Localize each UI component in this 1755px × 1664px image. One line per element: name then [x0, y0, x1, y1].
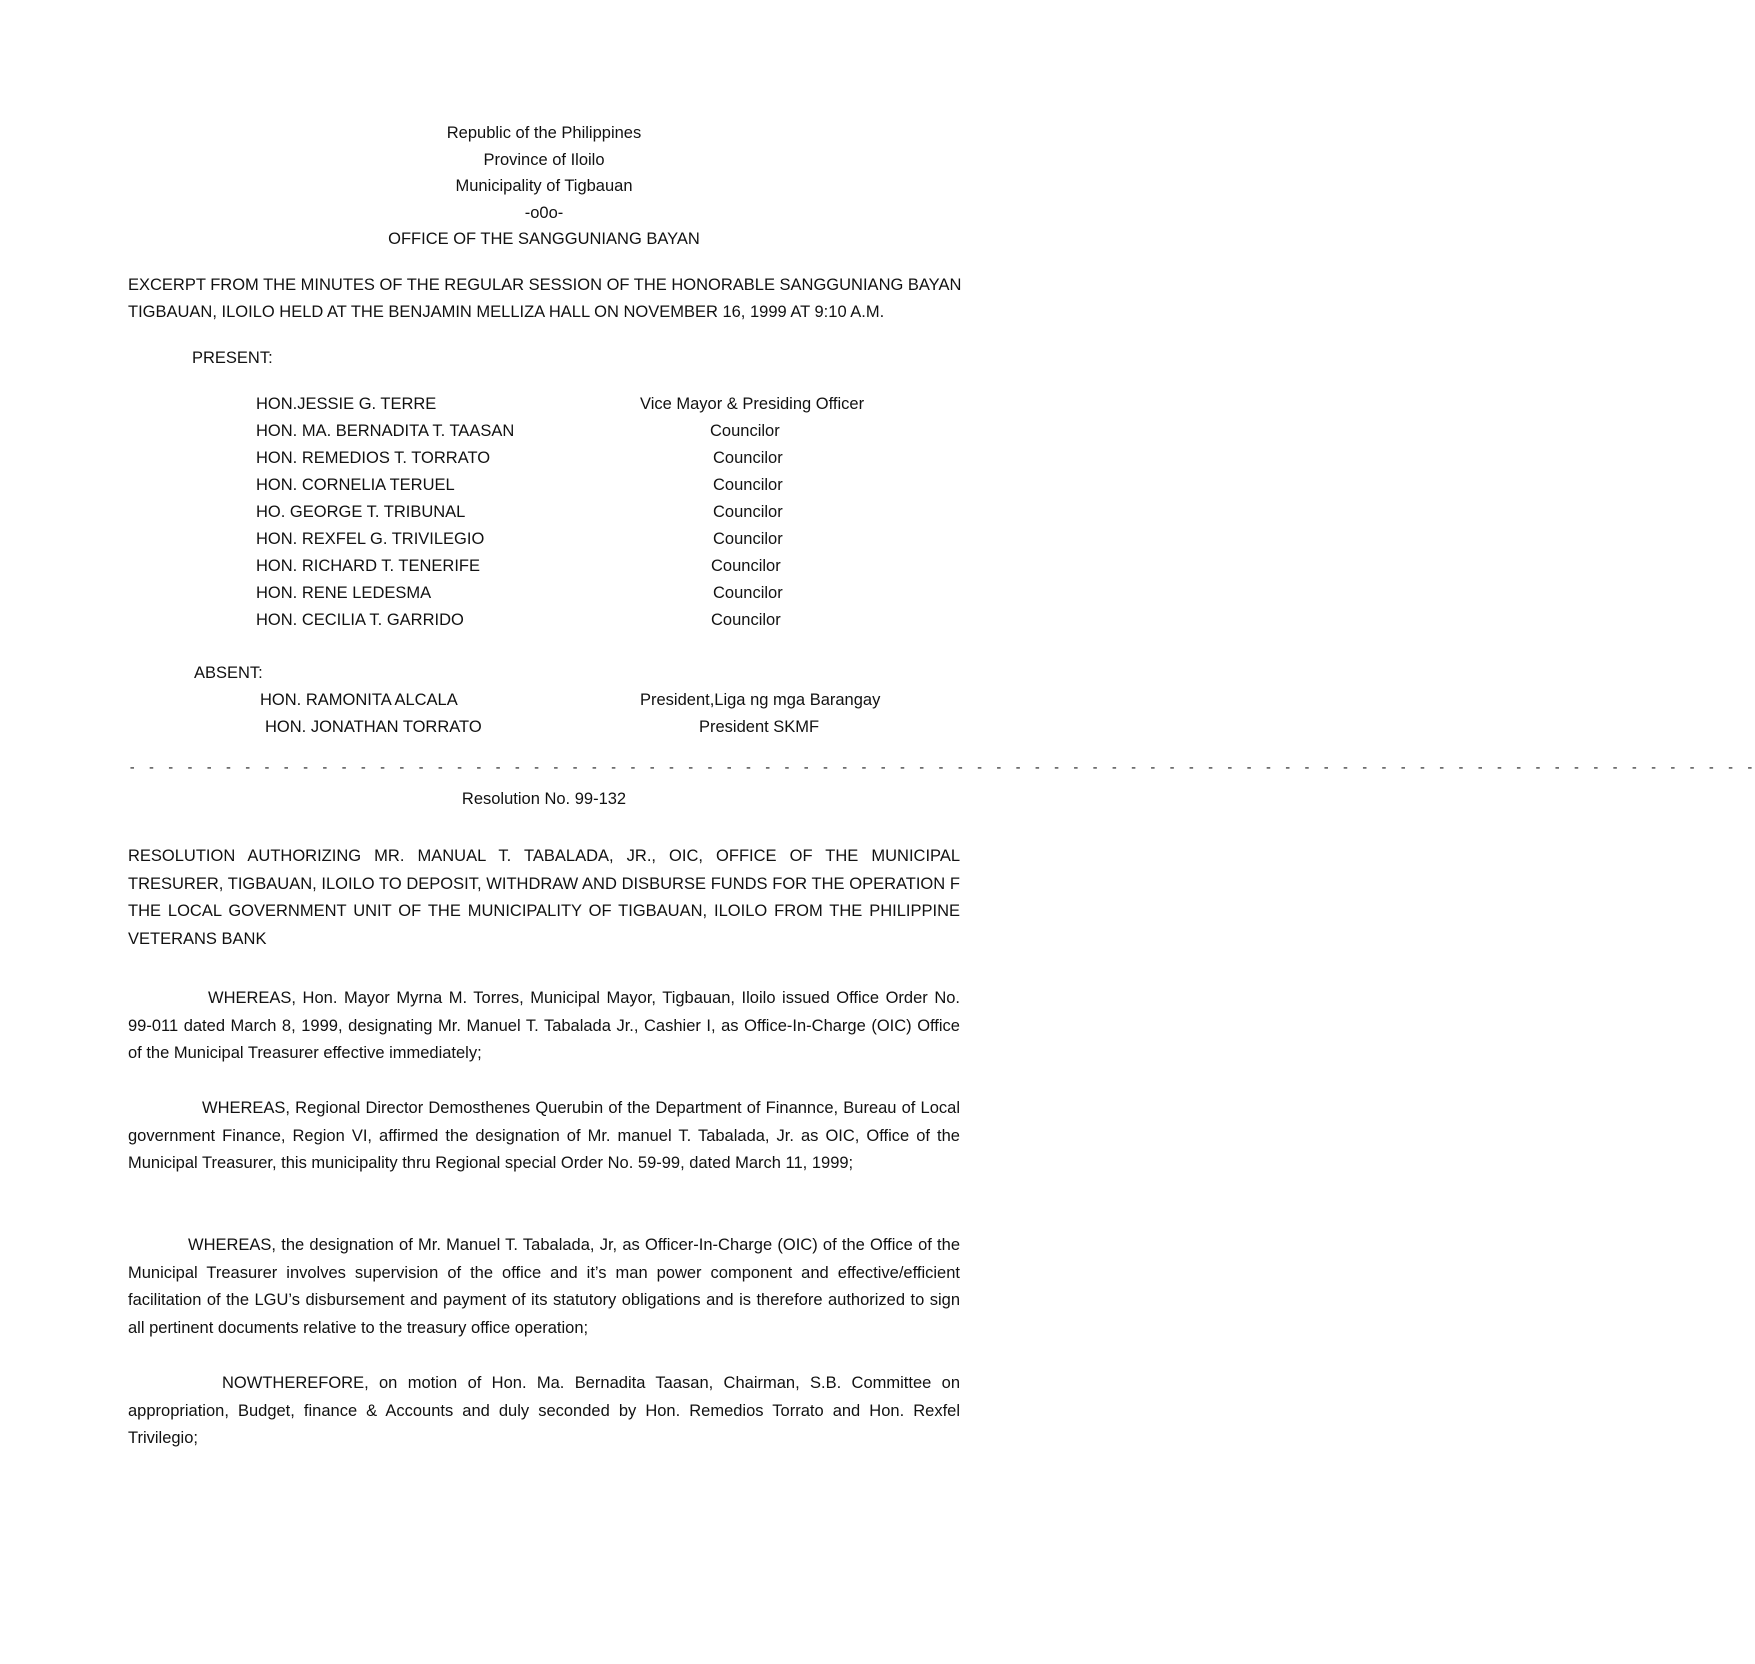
present-member-name: HON. MA. BERNADITA T. TAASAN — [256, 422, 515, 440]
absent-member-position: President SKMF — [699, 718, 820, 736]
header-separator: -o0o- — [524, 204, 564, 222]
present-member-position: Councilor — [711, 557, 781, 575]
present-member-position: Councilor — [711, 611, 781, 629]
present-member-name: HON. CORNELIA TERUEL — [256, 476, 455, 494]
whereas-paragraph-3: WHEREAS, the designation of Mr. Manuel T. Tabalada, Jr, as Officer-In-Charge (OIC) of the Office of the Municipal Treasurer involves supervision of the office and it’s man power component and effective/efficient facilitation of the LGU’s disbursement and payment of its statutory obligations and is therefore authorized to sign all pertinent documents relative to the treasury office operation; — [128, 1236, 960, 1337]
present-member-name: HON. RENE LEDESMA — [256, 584, 432, 602]
header-municipality: Municipality of Tigbauan — [455, 177, 633, 195]
present-member-position: Councilor — [710, 422, 780, 440]
dashed-divider: - - - - - - - - - - - - - - - - - - - - - - - - - - - - - - - - - - - - - - - - - - - - - - - - - - - - - - - - - - - - - - - - - - - - - - - - - - - - - - - - - - - - - — [128, 760, 1755, 776]
present-member-name: HON. CECILIA T. GARRIDO — [256, 611, 464, 629]
whereas-paragraph-2: WHEREAS, Regional Director Demosthenes Querubin of the Department of Finannce, Bureau of Local government Finance, Region VI, affirmed the designation of Mr. manuel T. Tabalada, Jr. as OIC, Office of the Municipal Treasurer, this municipality thru Regional special Order No. 59-99, dated March 11, 1999; — [128, 1099, 960, 1173]
nowtherefore-paragraph: NOWTHEREFORE, on motion of Hon. Ma. Bernadita Taasan, Chairman, S.B. Committee on appropriation, Budget, finance & Accounts and duly seconded by Hon. Remedios Torrato and Hon. Rexfel Trivilegio; — [128, 1374, 960, 1448]
present-member-name: HON. REMEDIOS T. TORRATO — [256, 449, 491, 467]
excerpt-line-1: EXCERPT FROM THE MINUTES OF THE REGULAR SESSION OF THE HONORABLE SANGGUNIANG BAYAN — [128, 276, 962, 294]
present-member-position: Vice Mayor & Presiding Officer — [640, 395, 865, 413]
absent-member-position: President,Liga ng mga Barangay — [640, 691, 881, 709]
absent-member-name: HON. RAMONITA ALCALA — [260, 691, 458, 709]
absent-member-name: HON. JONATHAN TORRATO — [265, 718, 482, 736]
present-member-position: Councilor — [713, 584, 783, 602]
excerpt-line-2: TIGBAUAN, ILOILO HELD AT THE BENJAMIN MELLIZA HALL ON NOVEMBER 16, 1999 AT 9:10 A.M. — [128, 303, 885, 321]
present-member-position: Councilor — [713, 449, 783, 467]
present-member-name: HON.JESSIE G. TERRE — [256, 395, 437, 413]
resolution-title: RESOLUTION AUTHORIZING MR. MANUAL T. TABALADA, JR., OIC, OFFICE OF THE MUNICIPAL TRESURER, TIGBAUAN, ILOILO TO DEPOSIT, WITHDRAW AND DISBURSE FUNDS FOR THE OPERATION F THE LOCAL GOVERNMENT UNIT OF THE MUNICIPALITY OF TIGBAUAN, ILOILO FROM THE PHILIPPINE VETERANS BANK — [128, 847, 960, 948]
header-office: OFFICE OF THE SANGGUNIANG BAYAN — [388, 230, 700, 248]
absent-label: ABSENT: — [194, 664, 263, 682]
present-member-name: HO. GEORGE T. TRIBUNAL — [256, 503, 466, 521]
present-member-position: Councilor — [713, 530, 783, 548]
whereas-paragraph-1: WHEREAS, Hon. Mayor Myrna M. Torres, Municipal Mayor, Tigbauan, Iloilo issued Office Order No. 99-011 dated March 8, 1999, designating Mr. Manuel T. Tabalada Jr., Cashier I, as Office-In-Charge (OIC) Office of the Municipal Treasurer effective immediately; — [128, 989, 960, 1063]
present-label: PRESENT: — [192, 349, 273, 367]
present-member-name: HON. RICHARD T. TENERIFE — [256, 557, 480, 575]
header-republic: Republic of the Philippines — [446, 124, 642, 142]
resolution-number: Resolution No. 99-132 — [461, 790, 627, 808]
present-member-position: Councilor — [713, 476, 783, 494]
present-member-position: Councilor — [713, 503, 783, 521]
header-province: Province of Iloilo — [483, 151, 605, 169]
present-member-name: HON. REXFEL G. TRIVILEGIO — [256, 530, 485, 548]
